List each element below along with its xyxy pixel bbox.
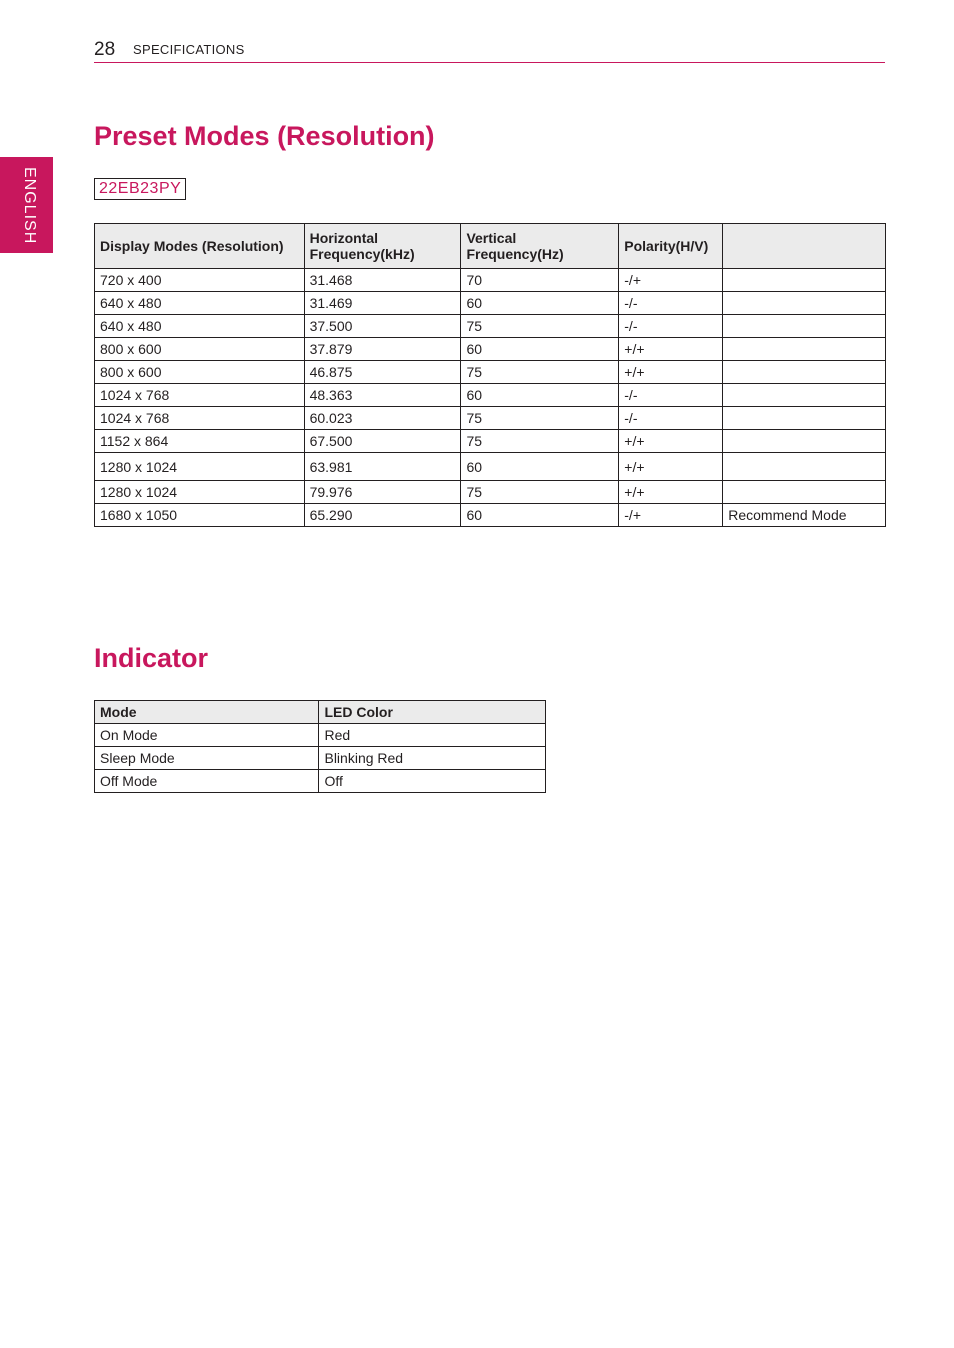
table-header-row [95,701,546,724]
table-row [95,770,546,793]
table-cell: 800 x 600 [95,338,305,361]
table-cell: 720 x 400 [95,269,305,292]
table-cell: Recommend Mode [723,504,886,527]
table-cell: 31.469 [304,292,461,315]
table-cell: 75 [461,407,619,430]
preset-modes-title: Preset Modes (Resolution) [94,121,435,151]
table-cell: Off Mode [95,770,319,793]
table-cell: 48.363 [304,384,461,407]
table-row [95,481,886,504]
table-cell: 1280 x 1024 [95,453,305,481]
column-header: Vertical Frequency(Hz) [461,224,619,269]
table-cell: 75 [461,315,619,338]
table-cell [723,384,886,407]
table-cell: 65.290 [304,504,461,527]
model-tag: 22EB23PY [94,178,186,200]
table-cell: -/- [619,315,723,338]
table-cell: Sleep Mode [95,747,319,770]
table-cell: 60.023 [304,407,461,430]
table-cell: 640 x 480 [95,292,305,315]
table-cell: 1024 x 768 [95,384,305,407]
table-cell [723,481,886,504]
table-cell [723,315,886,338]
table-cell: +/+ [619,481,723,504]
table-cell: 67.500 [304,430,461,453]
table-cell: 75 [461,430,619,453]
column-header: LED Color [319,701,546,724]
table-cell: 60 [461,338,619,361]
table-row [95,384,886,407]
table-cell: -/+ [619,269,723,292]
table-cell: +/+ [619,361,723,384]
table-cell: 31.468 [304,269,461,292]
table-cell [723,292,886,315]
table-row [95,724,546,747]
table-cell [723,361,886,384]
table-cell: Off [319,770,546,793]
section-name: SPECIFICATIONS [133,42,245,57]
table-cell: 37.879 [304,338,461,361]
table-row [95,430,886,453]
table-row [95,292,886,315]
table-cell: 1152 x 864 [95,430,305,453]
table-row [95,315,886,338]
table-cell: 1280 x 1024 [95,481,305,504]
table-cell: -/- [619,292,723,315]
table-row [95,407,886,430]
table-cell: 75 [461,361,619,384]
table-cell: 60 [461,504,619,527]
column-header: Horizontal Frequency(kHz) [304,224,461,269]
table-cell: -/- [619,407,723,430]
table-cell [723,269,886,292]
table-cell: 60 [461,453,619,481]
table-cell [723,430,886,453]
table-cell [723,407,886,430]
table-cell: Red [319,724,546,747]
table-cell: +/+ [619,430,723,453]
column-header: Polarity(H/V) [619,224,723,269]
table-cell: 63.981 [304,453,461,481]
table-row [95,747,546,770]
column-header: Display Modes (Resolution) [95,224,305,269]
table-header-row [95,224,886,269]
table-cell: 70 [461,269,619,292]
table-cell: -/+ [619,504,723,527]
table-cell: 60 [461,292,619,315]
indicator-table [94,700,546,793]
table-row [95,338,886,361]
table-cell: 75 [461,481,619,504]
indicator-title: Indicator [94,643,209,673]
table-cell: -/- [619,384,723,407]
table-row [95,269,886,292]
column-header [723,224,886,269]
table-cell: 46.875 [304,361,461,384]
table-cell: +/+ [619,453,723,481]
language-label: ENGLISH [21,167,38,245]
table-cell: 800 x 600 [95,361,305,384]
table-cell: 79.976 [304,481,461,504]
column-header: Mode [95,701,319,724]
table-cell: Blinking Red [319,747,546,770]
table-cell: 1680 x 1050 [95,504,305,527]
table-row [95,504,886,527]
table-cell [723,338,886,361]
table-row [95,453,886,481]
table-cell: 640 x 480 [95,315,305,338]
table-cell [723,453,886,481]
table-cell: On Mode [95,724,319,747]
table-cell: 1024 x 768 [95,407,305,430]
table-cell: 60 [461,384,619,407]
page-header [94,38,885,63]
table-cell: +/+ [619,338,723,361]
table-cell: 37.500 [304,315,461,338]
page-number: 28 [94,39,116,60]
language-tab [0,157,53,253]
preset-modes-table [94,223,886,527]
table-row [95,361,886,384]
